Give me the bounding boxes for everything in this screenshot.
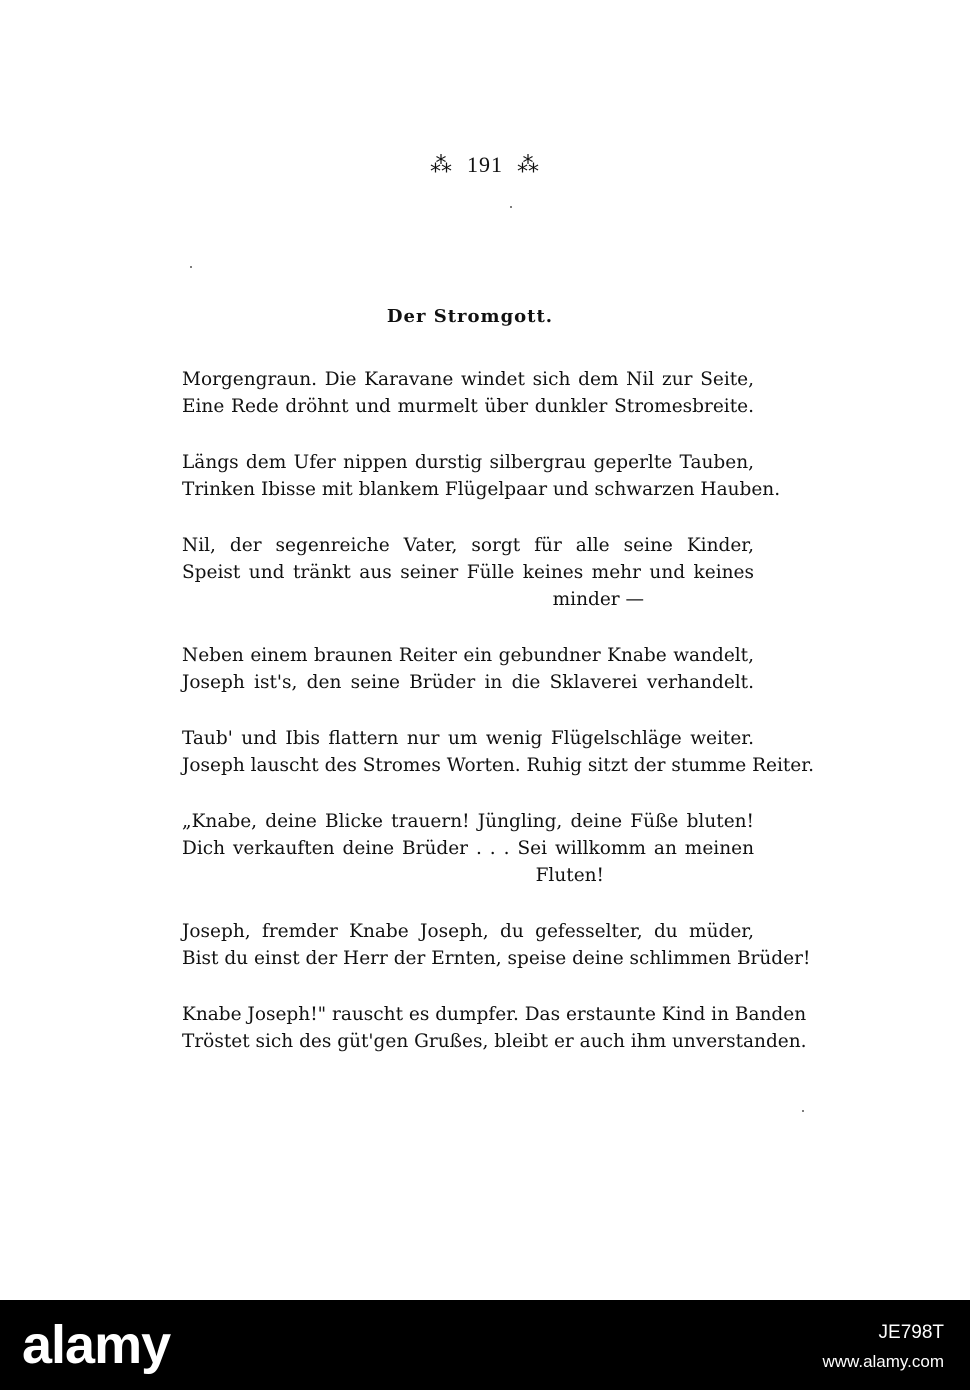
stanza <box>182 449 781 503</box>
verse-line-continuation: Fluten! <box>535 865 604 886</box>
watermark-footer <box>0 1300 970 1390</box>
print-speck <box>190 266 192 268</box>
verse-line: Joseph, fremder Knabe Joseph, du gefesselter, du müder, <box>182 921 754 942</box>
verse-line: Bist du einst der Herr der Ernten, speise deine schlimmen Brüder! <box>182 948 811 969</box>
image-id: JE798T <box>878 1322 944 1343</box>
page-number-header <box>0 152 970 178</box>
stanza <box>182 532 754 613</box>
verse-line-continuation: minder — <box>552 589 644 610</box>
stanza <box>182 725 814 779</box>
verse-line: Nil, der segenreiche Vater, sorgt für alle seine Kinder, <box>182 535 754 556</box>
verse-line: Dich verkauften deine Brüder . . . Sei willkomm an meinen <box>182 838 754 859</box>
verse-line: Längs dem Ufer nippen durstig silbergrau geperlte Tauben, <box>182 452 754 473</box>
verse-line: Neben einem braunen Reiter ein gebundner Knabe wandelt, <box>182 645 754 666</box>
verse-line: Taub' und Ibis flattern nur um wenig Flügelschläge weiter. <box>182 728 754 749</box>
verse-line: Trinken Ibisse mit blankem Flügelpaar und schwarzen Hauben. <box>182 479 781 500</box>
site-url: www.alamy.com <box>822 1352 944 1371</box>
verse-line: Joseph ist's, den seine Brüder in die Sklaverei verhandelt. <box>182 672 754 693</box>
poem-title: Der Stromgott. <box>386 306 554 327</box>
stanza <box>182 1001 807 1055</box>
page-number: 191 <box>467 152 503 177</box>
verse-line: Eine Rede dröhnt und murmelt über dunkler Stromesbreite. <box>182 396 754 417</box>
poem-body <box>182 366 814 1084</box>
alamy-logo: alamy <box>22 1315 171 1375</box>
stanza <box>182 642 754 696</box>
ornament-right-icon: ⁂ <box>517 152 540 177</box>
verse-line: Joseph lauscht des Stromes Worten. Ruhig sitzt der stumme Reiter. <box>182 755 814 776</box>
stanza <box>182 918 811 972</box>
print-speck <box>802 1110 804 1112</box>
verse-line: Morgengraun. Die Karavane windet sich dem Nil zur Seite, <box>182 369 754 390</box>
verse-line: „Knabe, deine Blicke trauern! Jüngling, deine Füße bluten! <box>182 811 754 832</box>
verse-line: Tröstet sich des güt'gen Grußes, bleibt er auch ihm unverstanden. <box>182 1031 807 1052</box>
ornament-left-icon: ⁂ <box>430 152 453 177</box>
print-speck <box>510 206 512 208</box>
verse-line: Knabe Joseph!" rauscht es dumpfer. Das erstaunte Kind in Banden <box>182 1004 807 1025</box>
stanza <box>182 366 754 420</box>
verse-line: Speist und tränkt aus seiner Fülle keines mehr und keines <box>182 562 754 583</box>
stanza <box>182 808 754 889</box>
